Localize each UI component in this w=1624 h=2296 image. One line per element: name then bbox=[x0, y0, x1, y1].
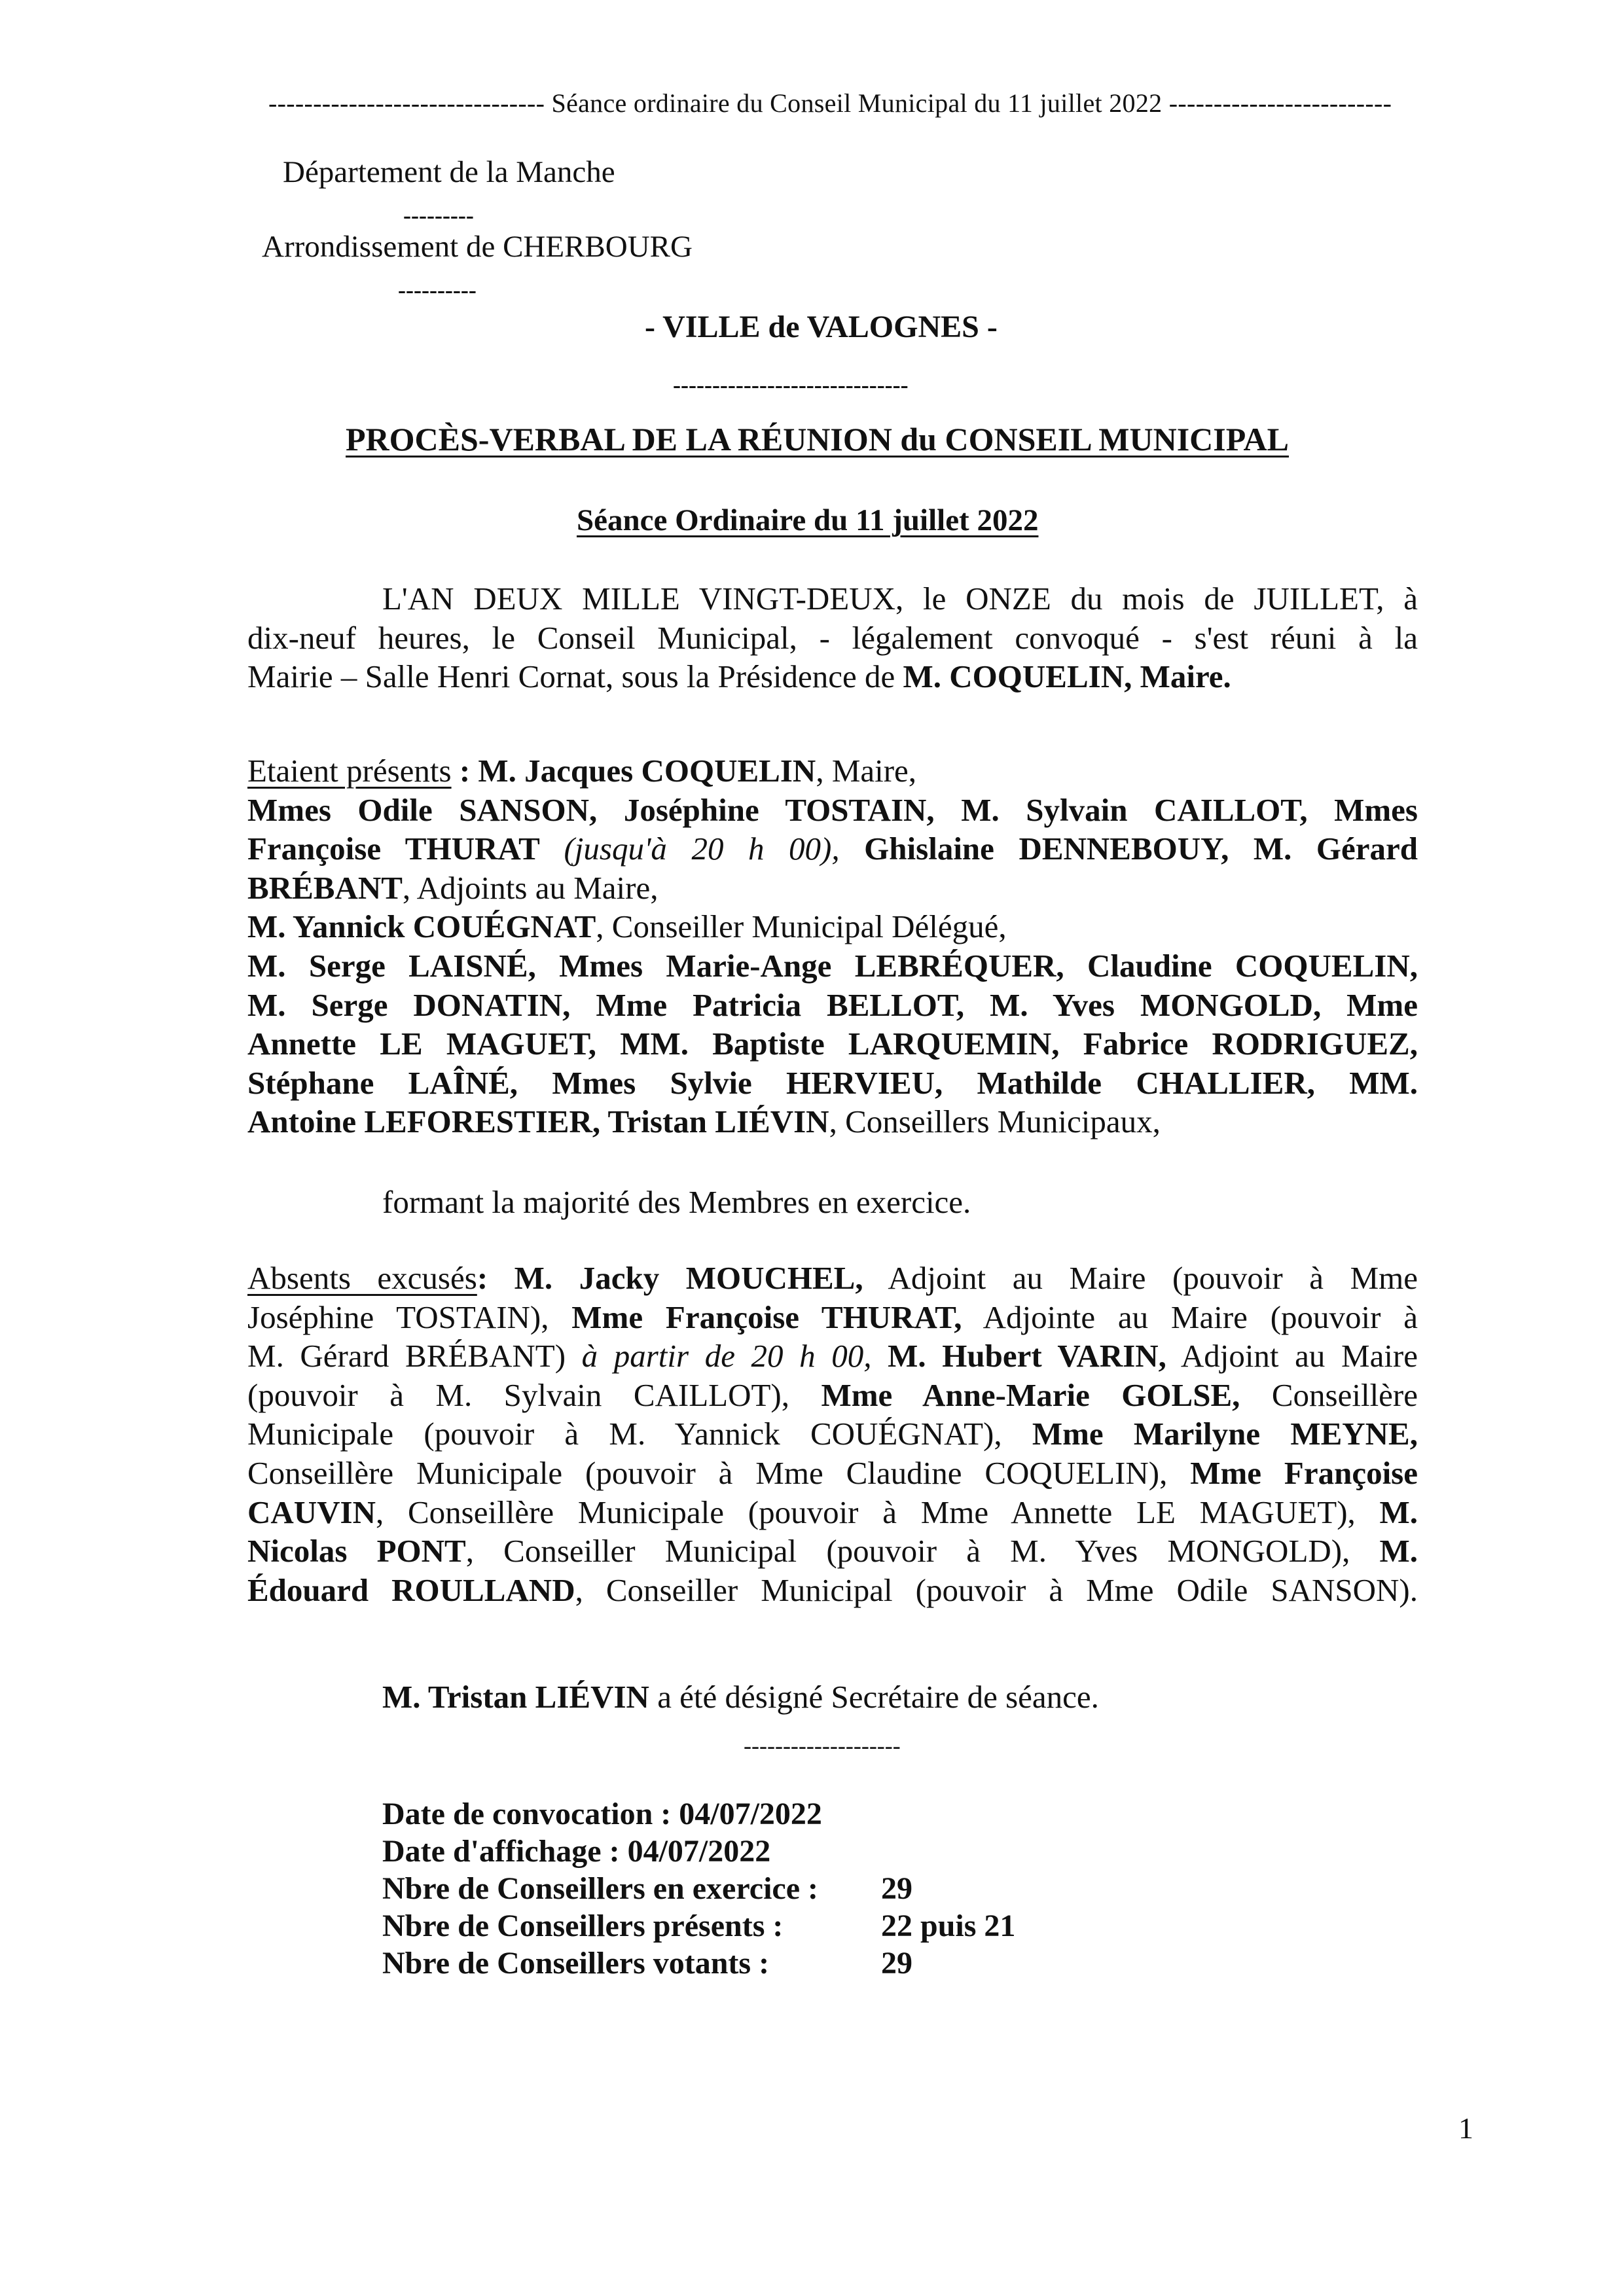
absents-text: Joséphine TOSTAIN), bbox=[247, 1299, 572, 1335]
intro-line: L'AN DEUX MILLE VINGT-DEUX, le ONZE du mois de JUILLET, à bbox=[382, 581, 1418, 617]
presents-paragraph bbox=[247, 751, 1418, 1141]
document-title: PROCÈS-VERBAL DE LA RÉUNION du CONSEIL MUNICIPAL bbox=[346, 421, 1290, 457]
majority-statement: formant la majorité des Membres en exercice. bbox=[382, 1184, 971, 1220]
presents-line: M. Serge DONATIN, Mme Patricia BELLOT, M. Yves MONGOLD, Mme bbox=[247, 986, 1418, 1023]
stat-value: 22 puis 21 bbox=[881, 1909, 1016, 1943]
absents-name: M. bbox=[1379, 1533, 1418, 1570]
presents-name: BRÉBANT bbox=[247, 869, 403, 906]
absents-line bbox=[247, 1493, 1418, 1532]
presents-name: Françoise THURAT bbox=[247, 831, 564, 867]
absents-role: Adjointe au Maire (pouvoir à bbox=[962, 1299, 1418, 1335]
presents-name: M. Jacques COQUELIN bbox=[478, 753, 816, 789]
absents-line bbox=[247, 1298, 1418, 1337]
page-number: 1 bbox=[1458, 2111, 1473, 2145]
absents-name: M. Jacky MOUCHEL, bbox=[514, 1260, 863, 1296]
absents-role: Conseillère bbox=[1240, 1376, 1418, 1413]
absents-text: Municipale (pouvoir à M. Yannick COUÉGNAT), bbox=[247, 1416, 1032, 1452]
separator-line: -------------------- bbox=[744, 1732, 901, 1759]
separator-line: ------------------------------ bbox=[673, 372, 909, 398]
absents-text: Conseillère Municipale (pouvoir à Mme Claudine COQUELIN), bbox=[247, 1454, 1191, 1491]
presents-line bbox=[247, 907, 1418, 946]
department-line: Département de la Manche bbox=[283, 155, 615, 189]
secretary-statement bbox=[382, 1678, 1099, 1715]
session-title: Séance Ordinaire du 11 juillet 2022 bbox=[577, 503, 1039, 537]
absents-name: Mme Anne-Marie GOLSE, bbox=[821, 1376, 1240, 1413]
intro-paragraph bbox=[247, 579, 1418, 696]
stat-value: 29 bbox=[881, 1871, 912, 1906]
absents-name: Mme Françoise THURAT, bbox=[571, 1299, 962, 1335]
presents-role: , Conseiller Municipal Délégué, bbox=[596, 908, 1007, 945]
absents-line bbox=[247, 1376, 1418, 1415]
arrondissement-line: Arrondissement de CHERBOURG bbox=[262, 230, 693, 264]
separator-line: --------- bbox=[403, 202, 474, 228]
presents-name: Antoine LEFORESTIER, Tristan LIÉVIN bbox=[247, 1103, 829, 1140]
colon: : bbox=[477, 1260, 514, 1296]
stat-value: 29 bbox=[881, 1946, 912, 1981]
presents-line bbox=[247, 869, 1418, 908]
presents-role: , Maire, bbox=[816, 753, 917, 789]
absents-name: Édouard ROULLAND bbox=[247, 1571, 575, 1608]
absents-text: , Conseillère Municipale (pouvoir à Mme Annette LE MAGUET), bbox=[376, 1494, 1380, 1530]
secretary-name: M. Tristan LIÉVIN bbox=[382, 1679, 649, 1715]
secretary-text: a été désigné Secrétaire de séance. bbox=[649, 1679, 1099, 1715]
absents-name: Nicolas PONT bbox=[247, 1533, 466, 1570]
presents-name: M. Yannick COUÉGNAT bbox=[247, 908, 596, 945]
presents-note: (jusqu'à 20 h 00), bbox=[564, 831, 840, 867]
absents-note: à partir de 20 h 00, bbox=[581, 1338, 872, 1374]
absents-text: M. Gérard BRÉBANT) bbox=[247, 1338, 582, 1374]
separator-line: ---------- bbox=[398, 277, 477, 303]
absents-line bbox=[247, 1336, 1418, 1376]
absents-text: , Conseiller Municipal (pouvoir à M. Yves MONGOLD), bbox=[465, 1533, 1380, 1570]
absents-role: Adjoint au Maire (pouvoir à Mme bbox=[863, 1260, 1418, 1296]
stat-label: Date d'affichage : 04/07/2022 bbox=[382, 1834, 771, 1869]
presents-role: , Adjoints au Maire, bbox=[402, 869, 659, 906]
presents-line bbox=[247, 1102, 1418, 1141]
presents-line bbox=[247, 829, 1418, 869]
intro-line bbox=[247, 657, 1418, 696]
absents-text: , Conseiller Municipal (pouvoir à Mme Odile SANSON). bbox=[575, 1571, 1418, 1608]
absents-name: Mme Marilyne MEYNE, bbox=[1032, 1416, 1418, 1452]
absents-name: Mme Françoise bbox=[1190, 1454, 1418, 1491]
intro-president: M. COQUELIN, Maire. bbox=[903, 658, 1231, 695]
intro-line: dix-neuf heures, le Conseil Municipal, - légalement convoqué - s'est réuni à la bbox=[247, 619, 1418, 656]
colon: : bbox=[451, 753, 478, 789]
absents-name: CAUVIN bbox=[247, 1494, 376, 1530]
absents-name: M. bbox=[1379, 1494, 1418, 1530]
absents-paragraph bbox=[247, 1259, 1418, 1609]
absents-line bbox=[247, 1414, 1418, 1454]
absents-line bbox=[247, 1532, 1418, 1571]
absents-line bbox=[247, 1571, 1418, 1610]
presents-role: , Conseillers Municipaux, bbox=[829, 1103, 1161, 1140]
presents-label: Etaient présents bbox=[247, 753, 452, 789]
presents-name: Ghislaine DENNEBOUY, M. Gérard bbox=[839, 831, 1418, 867]
stat-label: Date de convocation : 04/07/2022 bbox=[382, 1797, 822, 1831]
presents-line bbox=[247, 751, 1418, 791]
absents-line bbox=[247, 1259, 1418, 1298]
presents-line: Stéphane LAÎNÉ, Mmes Sylvie HERVIEU, Mathilde CHALLIER, MM. bbox=[247, 1064, 1418, 1101]
absents-text: (pouvoir à M. Sylvain CAILLOT), bbox=[247, 1376, 821, 1413]
absents-name: M. Hubert VARIN, bbox=[871, 1338, 1166, 1374]
presents-line: Mmes Odile SANSON, Joséphine TOSTAIN, M. Sylvain CAILLOT, Mmes bbox=[247, 791, 1418, 828]
absents-role: Adjoint au Maire bbox=[1166, 1338, 1418, 1374]
stat-label: Nbre de Conseillers présents : bbox=[382, 1909, 784, 1943]
presents-line: Annette LE MAGUET, MM. Baptiste LARQUEMIN, Fabrice RODRIGUEZ, bbox=[247, 1026, 1418, 1062]
city-title: - VILLE de VALOGNES - bbox=[645, 310, 998, 344]
presents-line: M. Serge LAISNÉ, Mmes Marie-Ange LEBRÉQUER, Claudine COQUELIN, bbox=[247, 947, 1418, 984]
running-header: ------------------------------- Séance ordinaire du Conseil Municipal du 11 juillet 2022 ------------------------- bbox=[268, 88, 1392, 118]
absents-line bbox=[247, 1454, 1418, 1493]
absents-label: Absents excusés bbox=[247, 1260, 477, 1296]
intro-text: Mairie – Salle Henri Cornat, sous la Présidence de bbox=[247, 658, 903, 695]
stat-label: Nbre de Conseillers votants : bbox=[382, 1946, 770, 1981]
stat-label: Nbre de Conseillers en exercice : bbox=[382, 1871, 819, 1906]
